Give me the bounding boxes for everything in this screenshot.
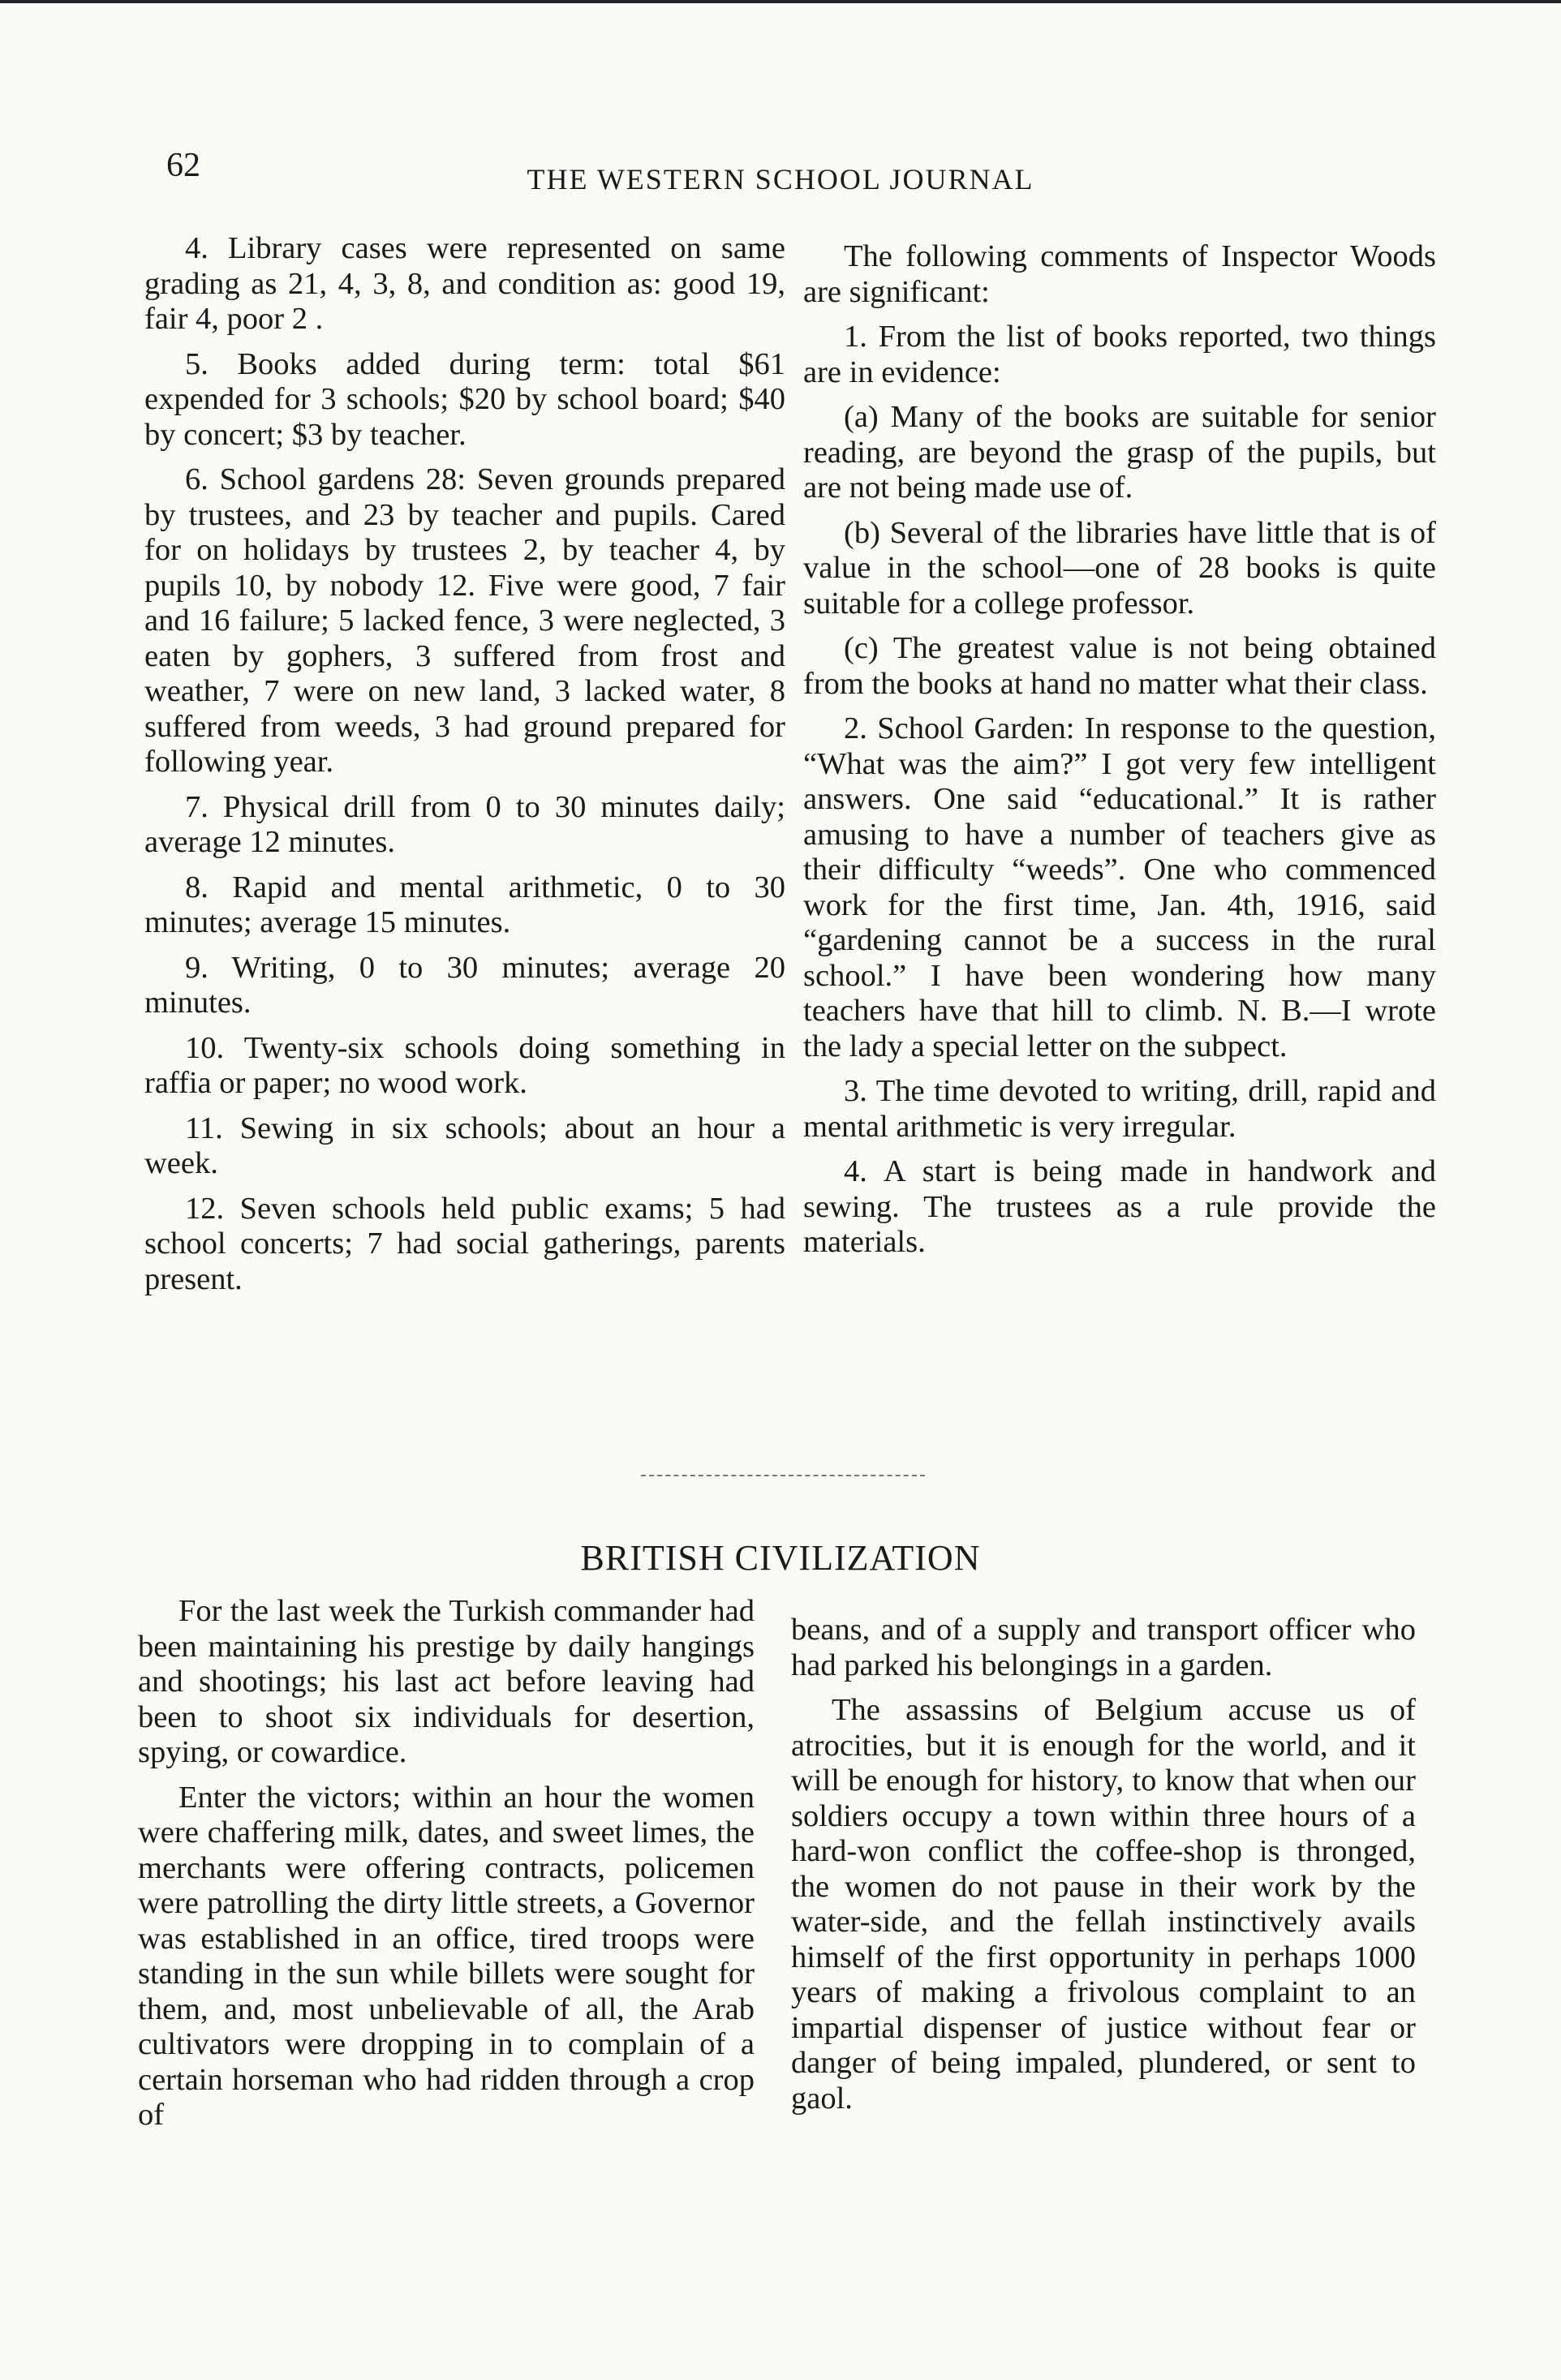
paragraph: 7. Physical drill from 0 to 30 minutes daily; average 12 minutes. <box>144 789 785 859</box>
article-title: BRITISH CIVILIZATION <box>580 1538 981 1578</box>
paragraph: (b) Several of the libraries have little that is of value in the school—one of 28 books is quite suitable for a college professor. <box>803 515 1436 621</box>
paragraph: The assassins of Belgium accuse us of atrocities, but it is enough for the world, and it will be enough for history, to know that when our soldiers occupy a town within three hours of a hard-won conflict the coffee-shop is thronged, the women do not pause in their work by the water-side, and the fellah instinctively avails himself of the first opportunity in perhaps 1000 years of making a frivolous complaint to an impartial dispenser of justice without fear or danger of being impaled, plundered, or sent to gaol. <box>791 1693 1416 2116</box>
report-right-column <box>803 239 1436 1270</box>
section-divider <box>641 1475 925 1476</box>
paragraph: (c) The greatest value is not being obtained from the books at hand no matter what their class. <box>803 631 1436 701</box>
paragraph: For the last week the Turkish commander had been maintaining his prestige by daily hangings and shootings; his last act before leaving had been to shoot six individuals for desertion, spying, or cowardice. <box>138 1594 755 1769</box>
article-left-column <box>138 1594 755 2143</box>
paragraph: 10. Twenty-six schools doing something in raffia or paper; no wood work. <box>144 1030 785 1100</box>
paragraph: 11. Sewing in six schools; about an hour a week. <box>144 1111 785 1180</box>
paragraph: (a) Many of the books are suitable for senior reading, are beyond the grasp of the pupils, but are not being made use of. <box>803 400 1436 505</box>
paragraph: beans, and of a supply and transport officer who had parked his belongings in a garden. <box>791 1613 1416 1682</box>
page-number: 62 <box>166 147 200 184</box>
paragraph: 2. School Garden: In response to the question, “What was the aim?” I got very few intelligent answers. One said “educational.” It is rather amusing to have a number of teachers give as their difficulty “weeds”. One who commenced work for the first time, Jan. 4th, 1916, said “gardening cannot be a success in the rural school.” I have been wondering how many teachers have that hill to climb. N. B.—I wrote the lady a special letter on the subpect. <box>803 711 1436 1063</box>
paragraph: 12. Seven schools held public exams; 5 had school concerts; 7 had social gatherings, parents present. <box>144 1191 785 1296</box>
paragraph: 5. Books added during term: total $61 expended for 3 schools; $20 by school board; $40 by concert; $3 by teacher. <box>144 346 785 452</box>
paragraph: 4. Library cases were represented on same grading as 21, 4, 3, 8, and condition as: good 19, fair 4, poor 2 . <box>144 231 785 336</box>
report-left-column <box>144 231 785 1307</box>
paragraph: 6. School gardens 28: Seven grounds prepared by trustees, and 23 by teacher and pupils. Cared for on holidays by trustees 2, by teacher 4, by pupils 10, by nobody 12. Five were good, 7 fair and 16 failure; 5 lacked fence, 3 were neglected, 3 eaten by gophers, 3 suffered from frost and weather, 7 were on new land, 3 lacked water, 8 suffered from weeds, 3 had ground prepared for following year. <box>144 462 785 779</box>
paragraph: Enter the victors; within an hour the women were chaffering milk, dates, and sweet limes, the merchants were offering contracts, policemen were patrolling the dirty little streets, a Governor was established in an office, tired troops were standing in the sun while billets were sought for them, and, most unbelievable of all, the Arab cultivators were dropping in to complain of a certain horseman who had ridden through a crop of <box>138 1780 755 2132</box>
paragraph: The following comments of Inspector Woods are significant: <box>803 239 1436 309</box>
top-border-rule <box>0 0 1561 3</box>
paragraph: 4. A start is being made in handwork and sewing. The trustees as a rule provide the materials. <box>803 1154 1436 1259</box>
paragraph: 1. From the list of books reported, two things are in evidence: <box>803 320 1436 389</box>
paragraph: 9. Writing, 0 to 30 minutes; average 20 minutes. <box>144 950 785 1020</box>
article-right-column <box>791 1613 1416 2126</box>
paragraph: 3. The time devoted to writing, drill, rapid and mental arithmetic is very irregular. <box>803 1074 1436 1144</box>
paragraph: 8. Rapid and mental arithmetic, 0 to 30 minutes; average 15 minutes. <box>144 870 785 939</box>
journal-running-head: THE WESTERN SCHOOL JOURNAL <box>527 163 1034 195</box>
